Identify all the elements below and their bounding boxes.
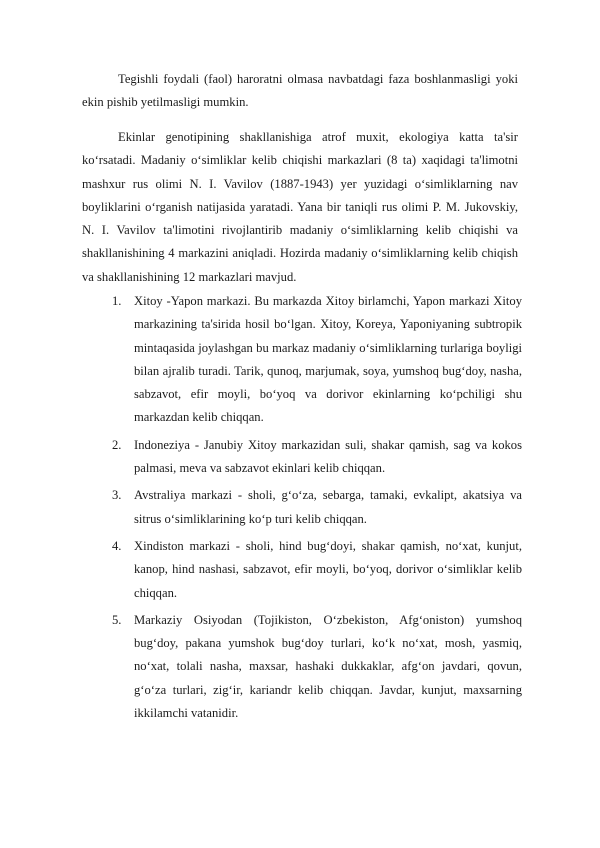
list-item-text: Markaziy Osiyodan (Tojikiston, O‘zbekiston, Afg‘oniston) yumshoq bug‘doy, pakana yumshok bug‘doy turlari, ko‘k no‘xat, mosh, yasmiq, no‘xat, tolali nasha, maxsar, hashaki dukkaklar, afg‘on javdari, qovun, g‘o‘za turlari, zig‘ir, kariandr kelib chiqqan. Javdar, kunjut, maxsarning ikkilamchi vatanidir. bbox=[134, 612, 522, 721]
list-item-number: 4. bbox=[112, 538, 122, 553]
list-item bbox=[112, 609, 522, 725]
list-item-number: 1. bbox=[112, 294, 122, 308]
paragraph-text: Ekinlar genotipining shakllanishiga atrof muxit, ekologiya katta ta'sir ko‘rsatadi. Madaniy o‘simliklar kelib chiqishi markazlari (8 ta) xaqidagi ta'limotni mashxur rus olimi N. I. Vavilov (1887-1943) yer yuzidagi o‘simliklarning nav boyliklarini o‘rganish natijasida yaratadi. Yana bir taniqli rus olimi P. M. Jukovskiy, N. I. Vavilov ta'limotini rivojlantirib madaniy o‘simliklarning kelib chiqishi va shakllanishining 4 markazini aniqladi. Hozirda madaniy o‘simliklarning kelib chiqish va shakllanishining 12 markazlari mavjud. bbox=[82, 130, 518, 284]
list-item-number: 5. bbox=[112, 612, 122, 627]
list-item bbox=[112, 484, 522, 531]
list-item bbox=[112, 434, 522, 481]
list-item bbox=[112, 290, 522, 430]
list-item-text: Xindiston markazi - sholi, hind bug‘doyi, shakar qamish, no‘xat, kunjut, kanop, hind nashasi, sabzavot, efir moyli, bo‘yoq, dorivor o‘simliklar kelib chiqqan. bbox=[134, 538, 522, 600]
list-item-number: 3. bbox=[112, 488, 122, 503]
list-item-number: 2. bbox=[112, 437, 122, 452]
list-item-text: Avstraliya markazi - sholi, g‘o‘za, sebarga, tamaki, evkalipt, akatsiya va sitrus o‘simliklarining ko‘p turi kelib chiqqan. bbox=[134, 488, 522, 526]
centers-list bbox=[112, 290, 522, 729]
list-item bbox=[112, 535, 522, 605]
paragraph-2 bbox=[82, 126, 518, 289]
paragraph-text: Tegishli foydali (faol) haroratni olmasa navbatdagi faza boshlanmasligi yoki ekin pishib yetilmasligi mumkin. bbox=[82, 72, 518, 110]
list-item-text: Indoneziya - Janubiy Xitoy markazidan suli, shakar qamish, sag va kokos palmasi, meva va sabzavot ekinlari kelib chiqqan. bbox=[134, 437, 522, 476]
paragraph-1 bbox=[82, 68, 518, 115]
list-item-text: Xitoy -Yapon markazi. Bu markazda Xitoy birlamchi, Yapon markazi Xitoy markazining ta'sirida hosil bo‘lgan. Xitoy, Koreya, Yaponiyaning subtropik mintaqasida joylashgan bu markaz madaniy o‘simliklarning turlariga boyligi bilan ajralib turadi. Tarik, qunoq, marjumak, soya, yumshoq bug‘doy, nasha, sabzavot, efir moyli, bo‘yoq va dorivor ekinlarning ko‘pchiligi shu markazdan kelib chiqqan. bbox=[134, 294, 522, 425]
